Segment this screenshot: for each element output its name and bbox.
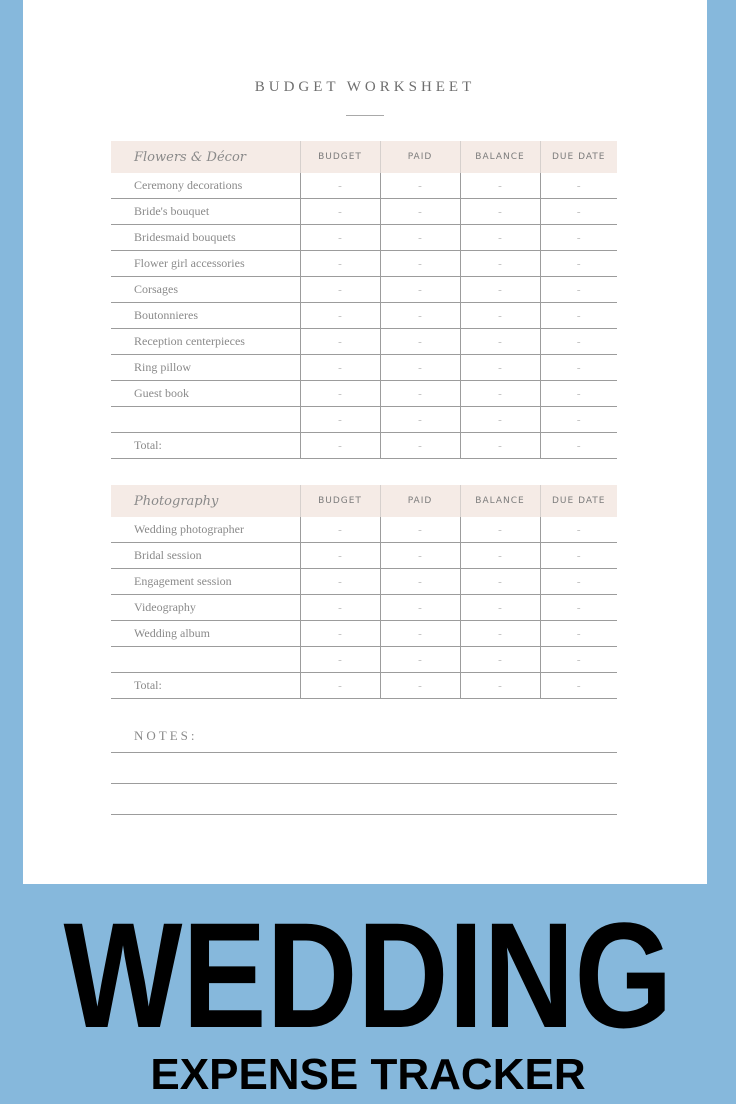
- table-row: [111, 277, 617, 303]
- value-cell[interactable]: -: [460, 355, 540, 381]
- value-cell[interactable]: -: [300, 303, 380, 329]
- value-cell[interactable]: -: [380, 595, 460, 621]
- column-header: BUDGET: [300, 485, 380, 517]
- value-cell[interactable]: -: [380, 173, 460, 199]
- value-cell[interactable]: -: [540, 673, 617, 699]
- item-label: [111, 647, 300, 673]
- value-cell[interactable]: -: [460, 381, 540, 407]
- value-cell[interactable]: -: [300, 225, 380, 251]
- value-cell[interactable]: -: [300, 199, 380, 225]
- value-cell[interactable]: -: [300, 543, 380, 569]
- title-divider: [346, 115, 384, 116]
- value-cell[interactable]: -: [380, 517, 460, 543]
- table-row: [111, 225, 617, 251]
- value-cell[interactable]: -: [380, 433, 460, 459]
- value-cell[interactable]: -: [460, 543, 540, 569]
- total-label: Total:: [111, 433, 300, 459]
- total-label: Total:: [111, 673, 300, 699]
- column-header: PAID: [380, 141, 460, 173]
- value-cell[interactable]: -: [540, 595, 617, 621]
- item-label: Ceremony decorations: [111, 173, 300, 199]
- banner-subtitle: EXPENSE TRACKER: [150, 1050, 586, 1099]
- value-cell[interactable]: -: [460, 407, 540, 433]
- value-cell[interactable]: -: [540, 329, 617, 355]
- item-label: Flower girl accessories: [111, 251, 300, 277]
- table-row: [111, 569, 617, 595]
- value-cell[interactable]: -: [300, 355, 380, 381]
- value-cell[interactable]: -: [460, 621, 540, 647]
- column-header: DUE DATE: [540, 485, 617, 517]
- value-cell[interactable]: -: [460, 303, 540, 329]
- value-cell[interactable]: -: [540, 543, 617, 569]
- value-cell[interactable]: -: [380, 355, 460, 381]
- value-cell[interactable]: -: [380, 569, 460, 595]
- value-cell[interactable]: -: [300, 173, 380, 199]
- table-row: [111, 381, 617, 407]
- value-cell[interactable]: -: [300, 329, 380, 355]
- item-label: Boutonnieres: [111, 303, 300, 329]
- table-row: [111, 517, 617, 543]
- item-label: Corsages: [111, 277, 300, 303]
- value-cell[interactable]: -: [460, 199, 540, 225]
- value-cell[interactable]: -: [300, 381, 380, 407]
- value-cell[interactable]: -: [460, 517, 540, 543]
- notes-label: NOTES:: [134, 728, 198, 743]
- worksheet-sheet: [23, 0, 707, 884]
- notes-line: [111, 752, 617, 753]
- value-cell[interactable]: -: [540, 647, 617, 673]
- value-cell[interactable]: -: [380, 647, 460, 673]
- value-cell[interactable]: -: [460, 251, 540, 277]
- value-cell[interactable]: -: [380, 277, 460, 303]
- category-header: Photography: [111, 485, 300, 517]
- value-cell[interactable]: -: [540, 569, 617, 595]
- value-cell[interactable]: -: [380, 303, 460, 329]
- item-label: Videography: [111, 595, 300, 621]
- value-cell[interactable]: -: [300, 569, 380, 595]
- value-cell[interactable]: -: [540, 621, 617, 647]
- flowers-decor-table: [111, 141, 617, 459]
- value-cell[interactable]: -: [540, 225, 617, 251]
- value-cell[interactable]: -: [540, 381, 617, 407]
- value-cell[interactable]: -: [300, 407, 380, 433]
- column-header: BUDGET: [300, 141, 380, 173]
- notes-line: [111, 783, 617, 784]
- worksheet-title: BUDGET WORKSHEET: [254, 79, 476, 95]
- value-cell[interactable]: -: [300, 595, 380, 621]
- column-header: PAID: [380, 485, 460, 517]
- value-cell[interactable]: -: [380, 621, 460, 647]
- table-row: [111, 303, 617, 329]
- table-row: [111, 355, 617, 381]
- item-label: Bride's bouquet: [111, 199, 300, 225]
- column-header: DUE DATE: [540, 141, 617, 173]
- item-label: Reception centerpieces: [111, 329, 300, 355]
- value-cell[interactable]: -: [380, 673, 460, 699]
- table-row: [111, 173, 617, 199]
- column-header: BALANCE: [460, 141, 540, 173]
- value-cell[interactable]: -: [540, 517, 617, 543]
- value-cell[interactable]: -: [460, 595, 540, 621]
- item-label: Guest book: [111, 381, 300, 407]
- item-label: Bridesmaid bouquets: [111, 225, 300, 251]
- value-cell[interactable]: -: [300, 517, 380, 543]
- value-cell[interactable]: -: [300, 647, 380, 673]
- item-label: Wedding album: [111, 621, 300, 647]
- table-row: [111, 251, 617, 277]
- value-cell[interactable]: -: [460, 277, 540, 303]
- value-cell[interactable]: -: [460, 173, 540, 199]
- value-cell[interactable]: -: [460, 225, 540, 251]
- value-cell[interactable]: -: [380, 543, 460, 569]
- value-cell[interactable]: -: [460, 569, 540, 595]
- table-row: [111, 595, 617, 621]
- value-cell[interactable]: -: [300, 277, 380, 303]
- value-cell[interactable]: -: [380, 199, 460, 225]
- category-header: Flowers & Décor: [111, 141, 300, 173]
- item-label: [111, 407, 300, 433]
- value-cell[interactable]: -: [380, 329, 460, 355]
- table-row: [111, 407, 617, 433]
- value-cell[interactable]: -: [540, 199, 617, 225]
- table-row: [111, 329, 617, 355]
- value-cell[interactable]: -: [460, 673, 540, 699]
- value-cell[interactable]: -: [460, 647, 540, 673]
- item-label: Bridal session: [111, 543, 300, 569]
- table-row: [111, 543, 617, 569]
- item-label: Engagement session: [111, 569, 300, 595]
- value-cell[interactable]: -: [540, 251, 617, 277]
- value-cell[interactable]: -: [540, 303, 617, 329]
- value-cell[interactable]: -: [300, 621, 380, 647]
- table-row: [111, 621, 617, 647]
- column-header: BALANCE: [460, 485, 540, 517]
- value-cell[interactable]: -: [460, 433, 540, 459]
- total-row: [111, 433, 617, 459]
- value-cell[interactable]: -: [380, 407, 460, 433]
- value-cell[interactable]: -: [540, 433, 617, 459]
- value-cell[interactable]: -: [300, 251, 380, 277]
- notes-line: [111, 814, 617, 815]
- value-cell[interactable]: -: [540, 277, 617, 303]
- value-cell[interactable]: -: [300, 433, 380, 459]
- item-label: Ring pillow: [111, 355, 300, 381]
- table-row: [111, 199, 617, 225]
- item-label: Wedding photographer: [111, 517, 300, 543]
- value-cell[interactable]: -: [540, 407, 617, 433]
- value-cell[interactable]: -: [380, 251, 460, 277]
- banner-title: WEDDING: [63, 891, 673, 1059]
- table-row: [111, 647, 617, 673]
- value-cell[interactable]: -: [380, 381, 460, 407]
- total-row: [111, 673, 617, 699]
- value-cell[interactable]: -: [460, 329, 540, 355]
- value-cell[interactable]: -: [540, 355, 617, 381]
- value-cell[interactable]: -: [380, 225, 460, 251]
- value-cell[interactable]: -: [300, 673, 380, 699]
- value-cell[interactable]: -: [540, 173, 617, 199]
- photography-table: [111, 485, 617, 699]
